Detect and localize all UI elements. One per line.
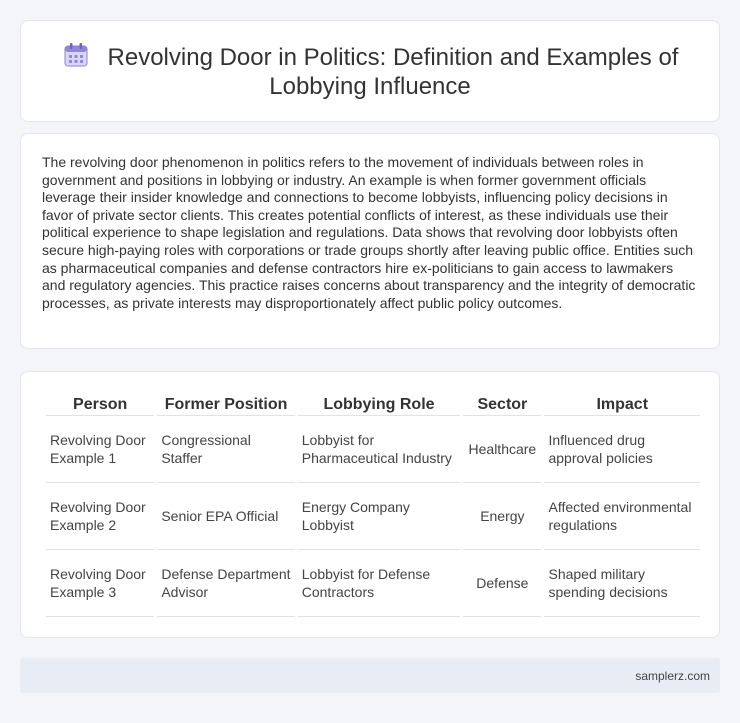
table-row bbox=[46, 483, 700, 550]
header-person: Person bbox=[46, 392, 154, 416]
title-card bbox=[20, 20, 720, 122]
table-card bbox=[20, 371, 720, 638]
cell-lobbying-role: Lobbyist for Defense Contractors bbox=[298, 550, 461, 617]
cell-former-position: Congressional Staffer bbox=[157, 416, 294, 483]
calendar-icon bbox=[62, 41, 90, 69]
page-title bbox=[61, 41, 679, 101]
description-text: The revolving door phenomenon in politics refers to the movement of individuals between roles in government and positions in lobbying or industry. An example is when former government officials leverage their insider knowledge and connections to become lobbyists, influencing policy decisions in favor of private sector clients. This creates potential conflicts of interest, as these individuals use their political experience to shape legislation and regulations. Data shows that revolving door lobbyists often secure high-paying roles with corporations or trade groups shortly after leaving public office. Entities such as pharmaceutical companies and defense contractors hire ex-politicians to gain access to lawmakers and regulatory agencies. This practice raises concerns about transparency and the integrity of democratic processes, as private interests may disproportionately affect public policy outcomes. bbox=[42, 154, 696, 311]
cell-person: Revolving Door Example 1 bbox=[46, 416, 154, 483]
table-row bbox=[46, 550, 700, 617]
cell-impact: Influenced drug approval policies bbox=[544, 416, 700, 483]
revolving-door-table bbox=[43, 392, 703, 617]
cell-impact: Shaped military spending decisions bbox=[544, 550, 700, 617]
cell-lobbying-role: Lobbyist for Pharmaceutical Industry bbox=[298, 416, 461, 483]
cell-former-position: Defense Department Advisor bbox=[157, 550, 294, 617]
table-row bbox=[46, 416, 700, 483]
cell-sector: Defense bbox=[463, 550, 541, 617]
cell-sector: Energy bbox=[463, 483, 541, 550]
header-impact: Impact bbox=[544, 392, 700, 416]
table-header-row bbox=[46, 392, 700, 416]
cell-impact: Affected environmental regulations bbox=[544, 483, 700, 550]
cell-lobbying-role: Energy Company Lobbyist bbox=[298, 483, 461, 550]
cell-former-position: Senior EPA Official bbox=[157, 483, 294, 550]
description-card bbox=[20, 133, 720, 349]
header-former-position: Former Position bbox=[157, 392, 294, 416]
cell-person: Revolving Door Example 2 bbox=[46, 483, 154, 550]
cell-sector: Healthcare bbox=[463, 416, 541, 483]
page-title-text: Revolving Door in Politics: Definition and Examples of Lobbying Influence bbox=[107, 44, 679, 100]
header-lobbying-role: Lobbying Role bbox=[298, 392, 461, 416]
cell-person: Revolving Door Example 3 bbox=[46, 550, 154, 617]
header-sector: Sector bbox=[463, 392, 541, 416]
footer-site-link[interactable]: samplerz.com bbox=[635, 668, 710, 683]
footer bbox=[20, 658, 720, 693]
